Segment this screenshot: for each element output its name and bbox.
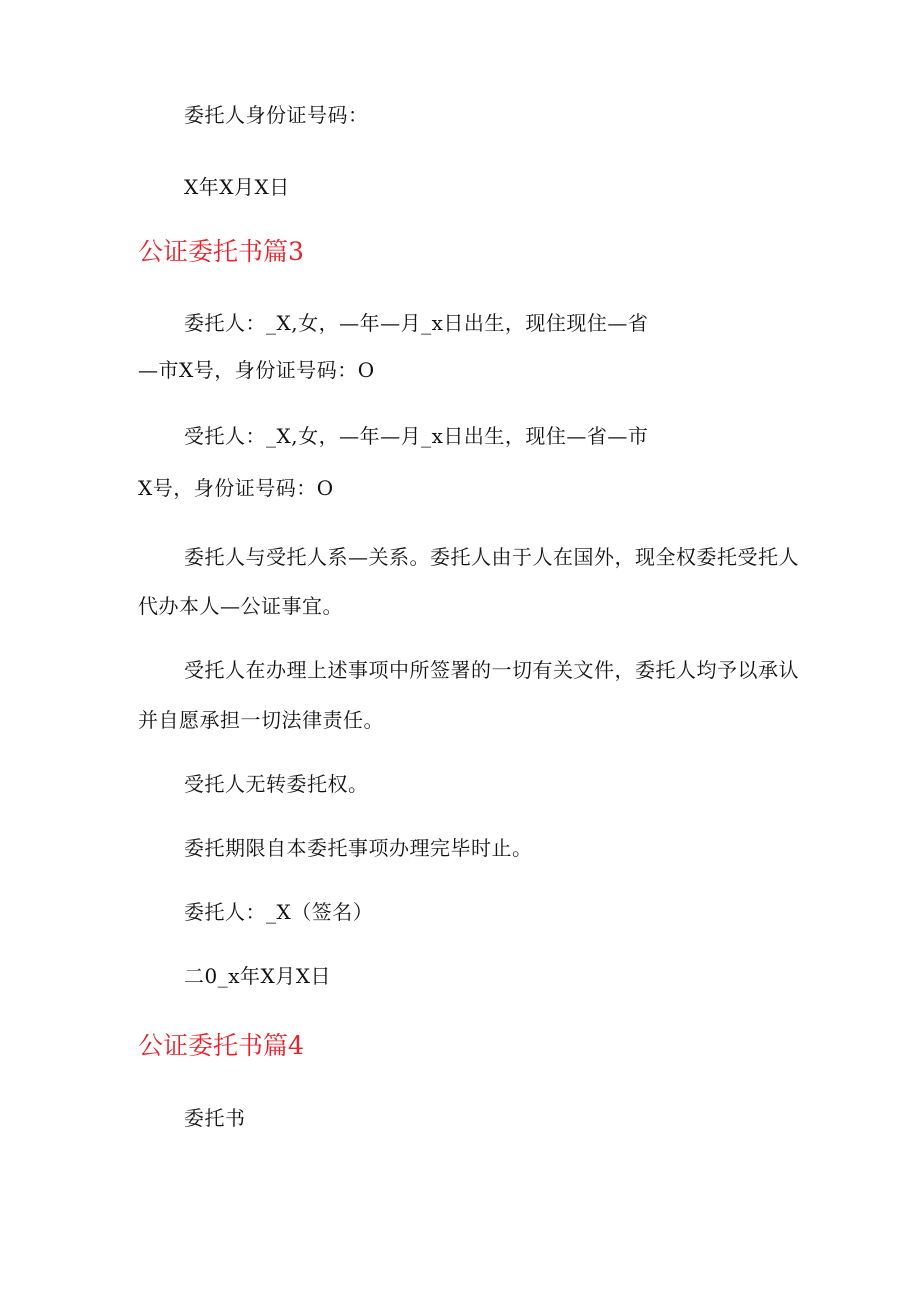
letter-title-line: 委托书 <box>184 1106 246 1130</box>
date-line: X年X月X日 <box>184 175 290 199</box>
signature-date-line: 二0_x年X月X日 <box>184 964 331 988</box>
no-subdelegation-line: 受托人无转委托权。 <box>184 772 369 796</box>
relation-line-2: 代办本人—公证事宜。 <box>138 594 343 618</box>
principal-line-1: 委托人：_X,女，—年—月_x日出生，现住现住—省 <box>184 311 649 335</box>
signature-line: 委托人：_X（签名） <box>184 900 374 924</box>
term-line: 委托期限自本委托事项办理完毕时止。 <box>184 836 533 860</box>
relation-line-1: 委托人与受托人系—关系。委托人由于人在国外，现全权委托受托人 <box>184 545 799 569</box>
principal-id-label: 委托人身份证号码： <box>184 103 369 127</box>
principal-line-2: —市X号，身份证号码：O <box>138 358 375 382</box>
agent-line-2: X号，身份证号码：O <box>138 476 334 500</box>
agent-line-1: 受托人：_X,女，—年—月_x日出生，现住—省—市 <box>184 424 649 448</box>
liability-line-1: 受托人在办理上述事项中所签署的一切有关文件，委托人均予以承认 <box>184 658 799 682</box>
section-heading-3: 公证委托书篇3 <box>138 237 304 266</box>
section-heading-4: 公证委托书篇4 <box>138 1031 304 1060</box>
liability-line-2: 并自愿承担一切法律责任。 <box>138 708 384 732</box>
